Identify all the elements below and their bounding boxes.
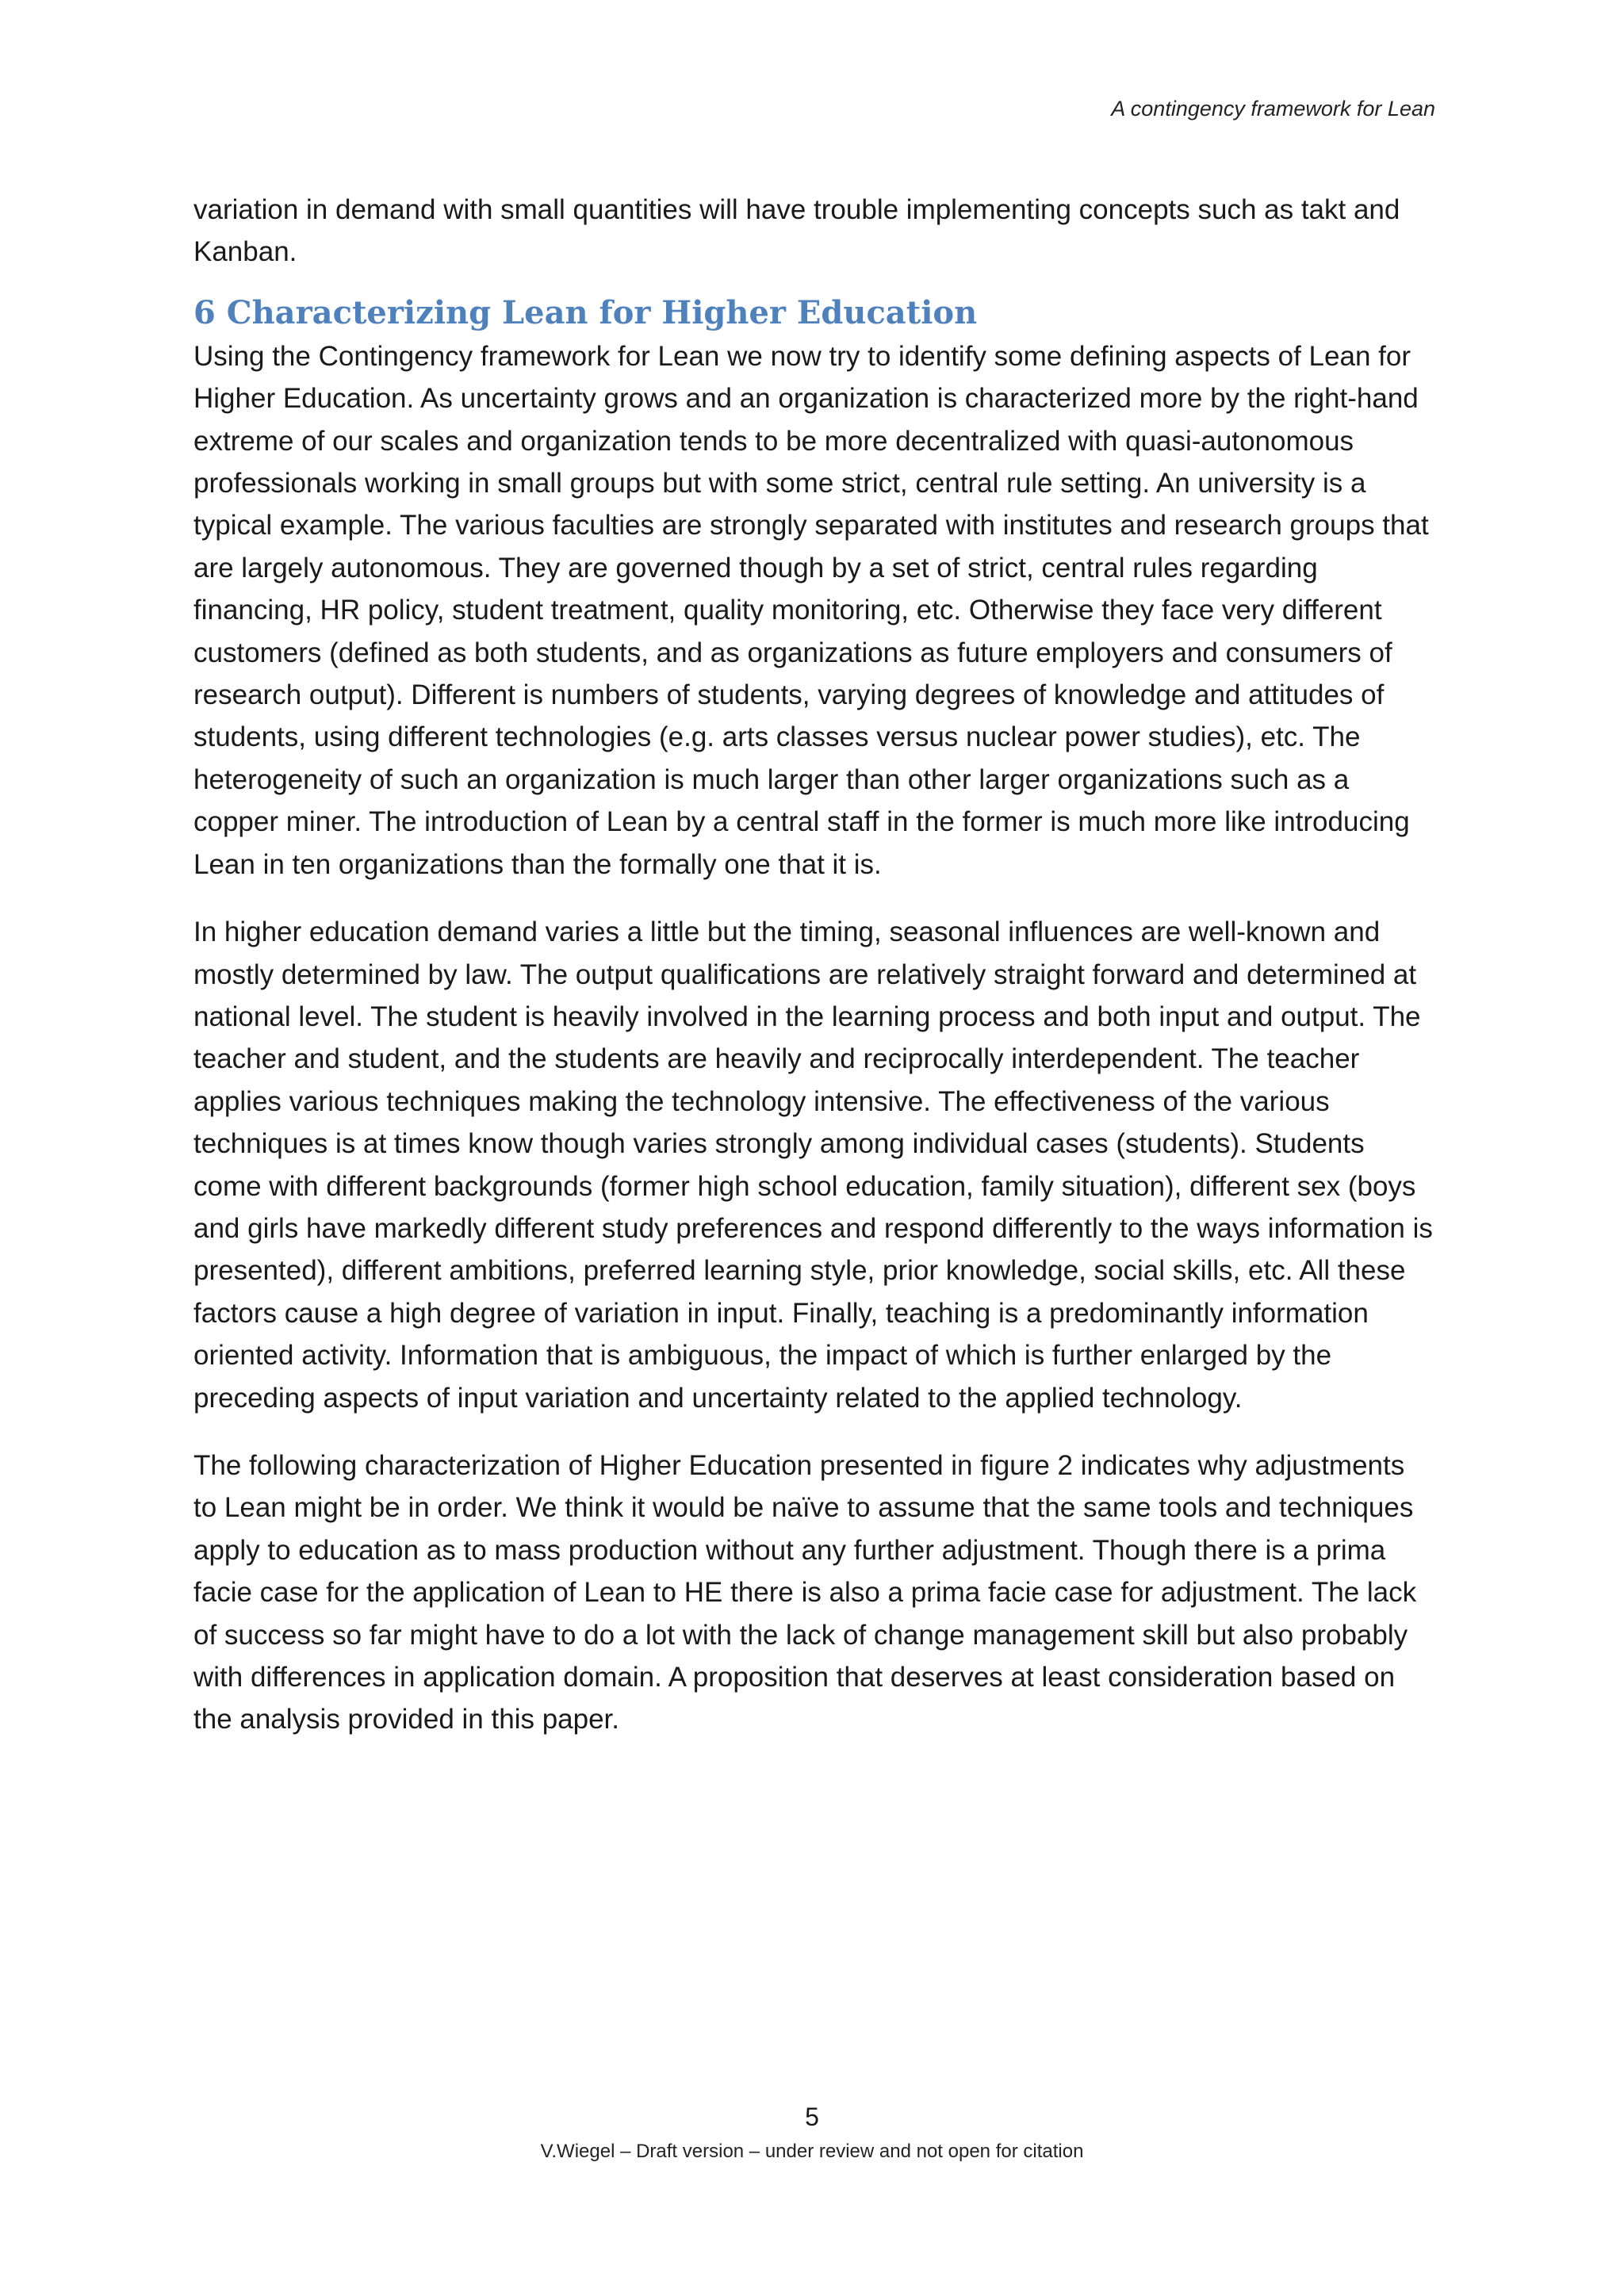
running-header: A contingency framework for Lean: [1111, 97, 1435, 121]
page-number: 5: [805, 2103, 819, 2131]
section-paragraph-1: Using the Contingency framework for Lean we now try to identify some defining aspects of Lean for Higher Education. As uncertainty grows and an organization is characterized more by the right-hand extreme of our scales and organization tends to be more decentralized with quasi-autonomous professionals working in small groups but with some strict, central rule setting. An university is a typical example. The various faculties are strongly separated with institutes and research groups that are largely autonomous. They are governed though by a set of strict, central rules regarding financing, HR policy, student treatment, quality monitoring, etc. Otherwise they face very different customers (defined as both students, and as organizations as future employers and consumers of research output). Different is numbers of students, varying degrees of knowledge and attitudes of students, using different technologies (e.g. arts classes versus nuclear power studies), etc. The heterogeneity of such an organization is much larger than other larger organizations such as a copper miner. The introduction of Lean by a central staff in the former is much more like introducing Lean in ten organizations than the formally one that it is.: [193, 340, 1429, 880]
section-paragraph-2: In higher education demand varies a little but the timing, seasonal influences are well-known and mostly determined by law. The output qualifications are relatively straight forward and determined at national level. The student is heavily involved in the learning process and both input and output. The teacher and student, and the students are heavily and reciprocally interdependent. The teacher applies various techniques making the technology intensive. The effectiveness of the various techniques is at times know though varies strongly among individual cases (students). Students come with different backgrounds (former high school education, family situation), different sex (boys and girls have markedly different study preferences and respond differently to the ways information is presented), different ambitions, preferred learning style, prior knowledge, social skills, etc. All these factors cause a high degree of variation in input. Finally, teaching is a predominantly information oriented activity. Information that is ambiguous, the impact of which is further enlarged by the preceding aspects of input variation and uncertainty related to the applied technology.: [193, 916, 1433, 1414]
footer-note: V.Wiegel – Draft version – under review and not open for citation: [540, 2141, 1084, 2162]
section-heading: 6 Characterizing Lean for Higher Education: [193, 293, 978, 331]
body-content: [193, 189, 1435, 1741]
intro-paragraph: variation in demand with small quantities will have trouble implementing concepts such as takt and Kanban.: [193, 194, 1400, 268]
section-paragraph-3: The following characterization of Higher Education presented in figure 2 indicates why adjustments to Lean might be in order. We think it would be naïve to assume that the same tools and techniques apply to education as to mass production without any further adjustment. Though there is a prima facie case for the application of Lean to HE there is also a prima facie case for adjustment. The lack of success so far might have to do a lot with the lack of change management skill but also probably with differences in application domain. A proposition that deserves at least consideration based on the analysis provided in this paper.: [193, 1449, 1417, 1735]
